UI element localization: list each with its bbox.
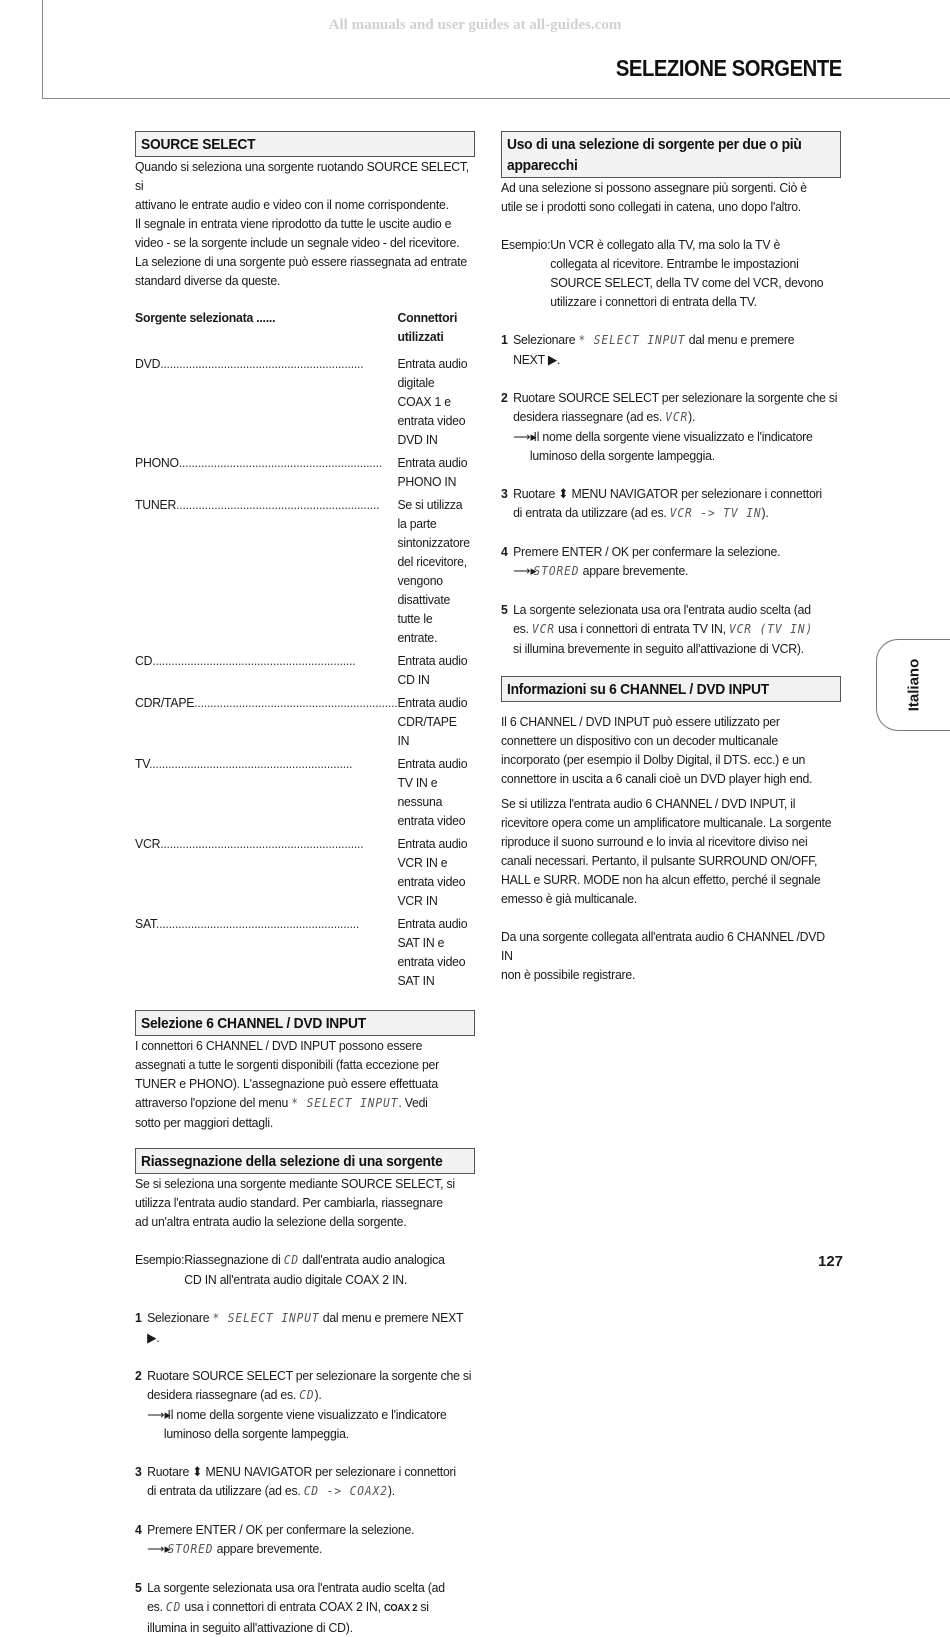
table-row: TV ..... Entrata audio TV IN e nessuna entrata video — [135, 750, 470, 830]
multi-steps — [501, 330, 839, 658]
reassign-example: Esempio: Riassegnazione di CD dall'entrata audio analogica CD IN all'entrata audio digitale COAX 2 IN. — [135, 1252, 445, 1287]
multi-example: Esempio: Un VCR è collegato alla TV, ma solo la TV è collegata al ricevitore. Entrambe le impostazioni SOURCE SELECT, della TV come del VCR, devono utilizzare i connettori di entrata della TV. — [501, 237, 824, 309]
table-row: CDR/TAPE ..... Entrata audio CDR/TAPE IN — [135, 689, 470, 750]
step-3: 3 Ruotare ⬍ MENU NAVIGATOR per selezionare i connettori di entrata da utilizzare (ad es. CD -> COAX2). — [135, 1464, 456, 1498]
page-title: SELEZIONE SORGENTE — [615, 55, 842, 81]
table-row: CD ..... Entrata audio CD IN — [135, 647, 470, 689]
table-row: PHONO ..... Entrata audio PHONO IN — [135, 449, 470, 491]
left-column — [135, 131, 475, 1637]
reassign-steps — [135, 1308, 473, 1637]
section-heading-source-select: SOURCE SELECT — [135, 131, 475, 157]
step-4: 4 Premere ENTER / OK per confermare la selezione. ⟶▸STORED appare brevemente. — [501, 544, 781, 578]
section-heading-info: Informazioni su 6 CHANNEL / DVD INPUT — [501, 676, 841, 702]
arrow-icon: ⟶▸ — [147, 1407, 171, 1422]
language-tab — [876, 639, 950, 731]
step-1: 1 Selezionare * SELECT INPUT dal menu e premere NEXT ▶. — [501, 332, 795, 367]
section-heading-six-channel: Selezione 6 CHANNEL / DVD INPUT — [135, 1010, 475, 1036]
step-5: 5 La sorgente selezionata usa ora l'entrata audio scelta (ad es. CD usa i connettori di entrata COAX 2 IN, COAX 2 si illumina in seguito all'attivazione di CD). — [135, 1580, 445, 1635]
table-row: DVD ..... Entrata audio digitale COAX 1 e entrata video DVD IN — [135, 346, 470, 449]
watermark: All manuals and user guides at all-guides.com — [328, 17, 622, 33]
arrow-icon: ⟶▸ — [147, 1541, 171, 1556]
table-row: TUNER ..... Se si utilizza la parte sintonizzatore del ricevitore, vengono disattivate tutte le entrate. — [135, 491, 470, 647]
table-header: Sorgente selezionata ...... Connettori utilizzati — [135, 310, 458, 344]
table-row: VCR ..... Entrata audio VCR IN e entrata video VCR IN — [135, 830, 470, 910]
language-tab-label: Italiano — [905, 658, 922, 712]
right-column — [501, 131, 841, 984]
step-2: 2 Ruotare SOURCE SELECT per selezionare la sorgente che si desidera riassegnare (ad es. VCR). ⟶▸Il nome della sorgente viene visualizzato e l'indicatore luminoso della sorgente lampeggia. — [501, 390, 838, 463]
step-1: 1 Selezionare * SELECT INPUT dal menu e premere NEXT ▶. — [135, 1310, 464, 1345]
step-3: 3 Ruotare ⬍ MENU NAVIGATOR per selezionare i connettori di entrata da utilizzare (ad es. VCR -> TV IN). — [501, 486, 822, 520]
info-text: Il 6 CHANNEL / DVD INPUT può essere utilizzato per connettere un dispositivo con un decoder multicanale incorporato (per esempio il Dolby Digital, il DTS. ecc.) e un connettore in uscita a 6 canali cioè un DVD player high end. Se si utilizza l'entrata audio 6 CHANNEL / DVD INPUT, il ricevitore opera come un amplificatore multicanale. La sorgente riproduce il suono surround e lo invia al ricevitore diviso nei canali necessari. Pertanto, il pulsante SURROUND ON/OFF, HALL e SURR. MODE non ha alcun effetto, perché il segnale emesso è già multicanale. Da una sorgente collegata all'entrata audio 6 CHANNEL /DVD IN non è possibile registrare. — [501, 714, 832, 982]
page-number: 127 — [818, 1253, 844, 1270]
table-row: SAT ..... Entrata audio SAT IN e entrata video SAT IN — [135, 910, 470, 990]
up-down-icon: ⬍ — [192, 1464, 203, 1479]
step-5: 5 La sorgente selezionata usa ora l'entrata audio scelta (ad es. VCR usa i connettori di entrata TV IN, VCR (TV IN) si illumina brevemente in seguito all'attivazione di VCR). — [501, 602, 814, 656]
arrow-icon: ⟶▸ — [513, 563, 537, 578]
six-channel-text: I connettori 6 CHANNEL / DVD INPUT possono essere assegnati a tutte le sorgenti disponibili (fatta eccezione per TUNER e PHONO). L'assegnazione può essere effettuata attraverso l'opzione del menu * SELECT INPUT. Vedi sotto per maggiori dettagli. — [135, 1038, 439, 1130]
multi-intro: Ad una selezione si possono assegnare più sorgenti. Ciò è utile se i prodotti sono collegati in catena, uno dopo l'altro. — [501, 180, 807, 214]
reassign-intro: Se si seleziona una sorgente mediante SOURCE SELECT, si utilizza l'entrata audio standard. Per cambiarla, riassegnare ad un'altra entrata audio la selezione della sorgente. — [135, 1176, 455, 1229]
up-down-icon: ⬍ — [558, 486, 569, 501]
header-frame — [42, 0, 950, 99]
source-table — [135, 308, 470, 990]
source-select-intro: Quando si seleziona una sorgente ruotando SOURCE SELECT, si attivano le entrate audio e video con il nome corrispondente. Il segnale in entrata viene riprodotto da tutte le uscite audio e video - se la sorgente include un segnale video - del ricevitore. La selezione di una sorgente può essere riassegnata ad entrate standard diverse da queste. — [135, 159, 469, 288]
section-heading-reassign: Riassegnazione della selezione di una sorgente — [135, 1148, 475, 1174]
step-2: 2 Ruotare SOURCE SELECT per selezionare la sorgente che si desidera riassegnare (ad es. CD). ⟶▸Il nome della sorgente viene visualizzato e l'indicatore luminoso della sorgente lampeggia. — [135, 1368, 472, 1441]
step-4: 4 Premere ENTER / OK per confermare la selezione. ⟶▸STORED appare brevemente. — [135, 1522, 415, 1556]
section-heading-multi-source: Uso di una selezione di sorgente per due o più apparecchi — [501, 131, 841, 178]
arrow-icon: ⟶▸ — [513, 429, 537, 444]
